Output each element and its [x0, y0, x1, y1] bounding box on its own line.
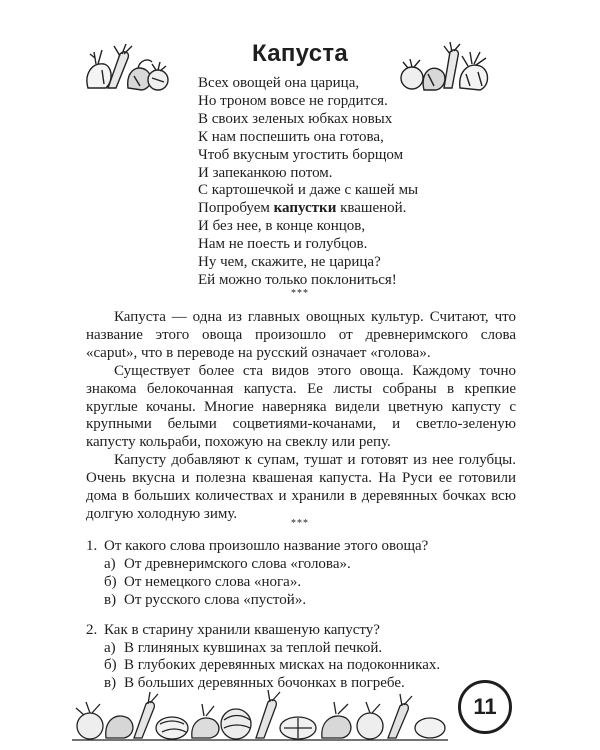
question-text: От какого слова произошло название этого овоща?: [104, 538, 429, 554]
question-text: Как в старину хранили квашеную капусту?: [104, 621, 380, 638]
poem-text: квашеной.: [336, 200, 407, 217]
option-text: От древнеримского слова «голова».: [124, 555, 351, 572]
article-text: [86, 309, 516, 524]
poem-line: К нам поспешить она готова,: [198, 128, 384, 145]
option-letter: в): [104, 675, 117, 692]
poem-text: Попробуем: [198, 200, 274, 217]
answer-option[interactable]: [86, 592, 516, 610]
option-letter: б): [104, 573, 117, 590]
separator: ***: [291, 518, 309, 529]
poem-line: Ей можно только поклониться!: [198, 271, 397, 288]
paragraph: Капусту добавляют к супам, тушат и готовят из нее голубцы. Очень вкусна и полезна квашеная капуста. На Руси ее готовили дома в больших количествах и хранили в деревянных бочках всю долгую холодную зиму.: [86, 452, 516, 522]
paragraph: Капуста — одна из главных овощных культур. Считают, что название этого овоща произошло от древнеримского слова «caput», что в переводе на русский означает «голова».: [86, 309, 516, 361]
option-text: В больших деревянных бочонках в погребе.: [124, 675, 405, 692]
question-text-line: [86, 622, 516, 640]
question-text-line: [86, 538, 516, 556]
option-letter: а): [104, 639, 116, 656]
poem-line: Ну чем, скажите, не царица?: [198, 254, 381, 271]
poem-line: Но троном вовсе не гордится.: [198, 92, 388, 109]
option-letter: в): [104, 591, 117, 608]
option-letter: а): [104, 555, 116, 572]
paragraph: Существует более ста видов этого овоща. Каждому точно знакома белокочанная капуста. Ее листы собраны в крепкие круглые кочаны. Многие наверняка видели цветную капусту с крупными белыми соцветиями-кочанами, и светло-зеленую капусту кольраби, похожую на свеклу или репу.: [86, 362, 516, 451]
poem-line: В своих зеленых юбках новых: [198, 110, 393, 127]
question-number: 1.: [86, 538, 98, 554]
page-number-text: 11: [473, 694, 497, 719]
option-letter: б): [104, 657, 117, 674]
answer-option[interactable]: [86, 556, 516, 574]
separator: ***: [291, 288, 309, 299]
question: [86, 622, 516, 694]
poem-line: Всех овощей она царица,: [198, 75, 360, 91]
answer-option[interactable]: [86, 574, 516, 592]
answer-option[interactable]: [86, 640, 516, 658]
poem-line: [198, 200, 418, 218]
question: [86, 538, 516, 610]
poem-line: С картошечкой и даже с кашей мы: [198, 182, 419, 199]
option-text: От русского слова «пустой».: [124, 591, 307, 608]
page-title: Капуста: [251, 40, 349, 67]
poem: [198, 75, 418, 290]
poem-line: Чтоб вкусным угостить борщом: [198, 146, 404, 163]
poem-bold-word: капустки: [273, 200, 337, 217]
option-text: В глиняных кувшинах за теплой печкой.: [124, 639, 383, 656]
answer-option[interactable]: [86, 657, 516, 675]
option-text: От немецкого слова «нога».: [124, 573, 302, 590]
poem-line: Нам не поесть и голубцов.: [198, 236, 368, 253]
question-number: 2.: [86, 621, 98, 638]
poem-line: И запеканкою потом.: [198, 164, 333, 181]
page-number: [458, 680, 512, 734]
option-text: В глубоких деревянных мисках на подоконниках.: [124, 657, 441, 674]
questions: [86, 538, 516, 705]
poem-line: И без нее, в конце концов,: [198, 218, 366, 235]
answer-option[interactable]: [86, 675, 516, 693]
